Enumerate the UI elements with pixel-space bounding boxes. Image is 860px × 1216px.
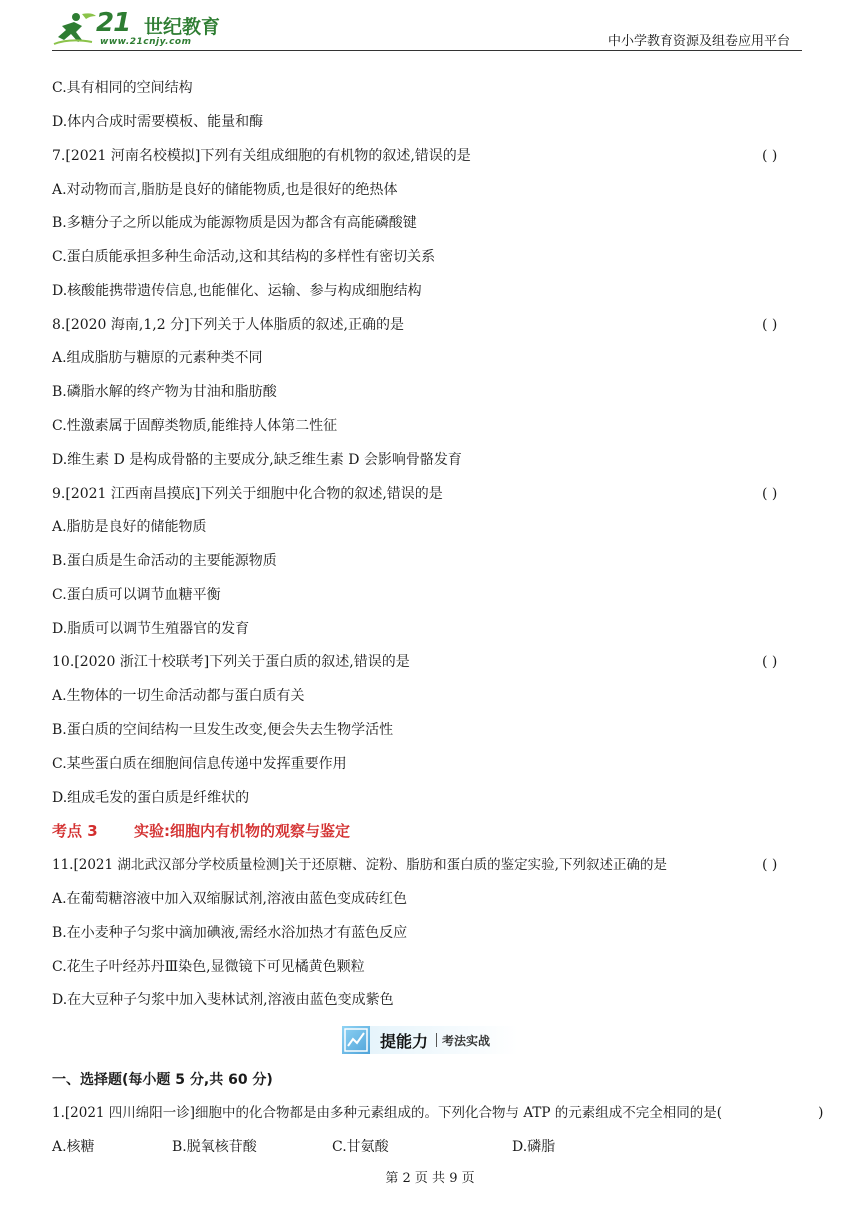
q10-option-c: C.某些蛋白质在细胞间信息传递中发挥重要作用 — [52, 756, 347, 772]
section-heading: 一、选择题(每小题 5 分,共 60 分) — [52, 1072, 273, 1088]
topic-number: 考点 3 — [52, 822, 98, 840]
q1-option-a: A.核糖 — [52, 1139, 95, 1155]
q6-option-c: C.具有相同的空间结构 — [52, 80, 193, 96]
q7-answer-blank: ( ) — [762, 148, 778, 164]
q8-option-c: C.性激素属于固醇类物质,能维持人体第二性征 — [52, 418, 338, 434]
q9-option-a: A.脂肪是良好的储能物质 — [52, 519, 207, 535]
q7-option-c: C.蛋白质能承担多种生命活动,这和其结构的多样性有密切关系 — [52, 249, 436, 265]
q9-answer-blank: ( ) — [762, 486, 778, 502]
page-footer: 第 2 页 共 9 页 — [385, 1171, 475, 1186]
q9-option-b: B.蛋白质是生命活动的主要能源物质 — [52, 553, 277, 569]
topic-heading — [52, 821, 350, 841]
q9-option-d: D.脂质可以调节生殖器官的发育 — [52, 621, 250, 637]
q11-option-d: D.在大豆种子匀浆中加入斐林试剂,溶液由蓝色变成紫色 — [52, 992, 394, 1008]
ability-banner — [342, 1026, 518, 1054]
q11-option-a: A.在葡萄糖溶液中加入双缩脲试剂,溶液由蓝色变成砖红色 — [52, 891, 408, 907]
question-7: 7.[2021 河南名校模拟]下列有关组成细胞的有机物的叙述,错误的是 — [52, 148, 471, 164]
banner-divider — [436, 1033, 437, 1047]
question-8: 8.[2020 海南,1,2 分]下列关于人体脂质的叙述,正确的是 — [52, 317, 404, 333]
logo-wordmark: 21 — [96, 8, 131, 38]
q7-option-a: A.对动物而言,脂肪是良好的储能物质,也是很好的绝热体 — [52, 182, 398, 198]
q8-option-a: A.组成脂肪与糖原的元素种类不同 — [52, 350, 263, 366]
banner-title: 提能力 — [380, 1032, 429, 1051]
logo-chinese: 世纪教育 — [144, 16, 221, 38]
site-logo — [52, 8, 242, 48]
q8-option-b: B.磷脂水解的终产物为甘油和脂肪酸 — [52, 384, 277, 400]
q6-option-d: D.体内合成时需要模板、能量和酶 — [52, 114, 264, 130]
q10-option-d: D.组成毛发的蛋白质是纤维状的 — [52, 790, 250, 806]
runner-icon — [52, 10, 98, 48]
question-10: 10.[2020 浙江十校联考]下列关于蛋白质的叙述,错误的是 — [52, 654, 410, 670]
q1-option-b: B.脱氧核苷酸 — [172, 1139, 257, 1155]
q11-option-b: B.在小麦种子匀浆中滴加碘液,需经水浴加热才有蓝色反应 — [52, 925, 408, 941]
q10-answer-blank: ( ) — [762, 654, 778, 670]
page-header — [52, 6, 802, 51]
q7-option-d: D.核酸能携带遗传信息,也能催化、运输、参与构成细胞结构 — [52, 283, 422, 299]
topic-title: 实验:细胞内有机物的观察与鉴定 — [134, 822, 351, 840]
q11-option-c: C.花生子叶经苏丹Ⅲ染色,显微镜下可见橘黄色颗粒 — [52, 959, 365, 975]
platform-name: 中小学教育资源及组卷应用平台 — [607, 34, 790, 49]
q11-answer-blank: ( ) — [762, 857, 778, 873]
question-11: 11.[2021 湖北武汉部分学校质量检测]关于还原糖、淀粉、脂肪和蛋白质的鉴定实验,下列叙述正确的是 — [52, 857, 667, 873]
q1-close-paren: ) — [818, 1105, 824, 1121]
logo-url: www.21cnjy.com — [100, 37, 192, 47]
q10-option-b: B.蛋白质的空间结构一旦发生改变,便会失去生物学活性 — [52, 722, 394, 738]
q7-option-b: B.多糖分子之所以能成为能源物质是因为都含有高能磷酸键 — [52, 215, 417, 231]
question-1: 1.[2021 四川绵阳一诊]细胞中的化合物都是由多种元素组成的。下列化合物与 ATP 的元素组成不完全相同的是( — [52, 1105, 723, 1121]
q10-option-a: A.生物体的一切生命活动都与蛋白质有关 — [52, 688, 305, 704]
q8-option-d: D.维生素 D 是构成骨骼的主要成分,缺乏维生素 D 会影响骨骼发育 — [52, 452, 462, 468]
q1-option-d: D.磷脂 — [512, 1139, 556, 1155]
banner-subtitle: 考法实战 — [442, 1034, 491, 1048]
q9-option-c: C.蛋白质可以调节血糖平衡 — [52, 587, 221, 603]
q8-answer-blank: ( ) — [762, 317, 778, 333]
chart-icon — [342, 1026, 370, 1054]
question-9: 9.[2021 江西南昌摸底]下列关于细胞中化合物的叙述,错误的是 — [52, 486, 443, 502]
q1-option-c: C.甘氨酸 — [332, 1139, 389, 1155]
